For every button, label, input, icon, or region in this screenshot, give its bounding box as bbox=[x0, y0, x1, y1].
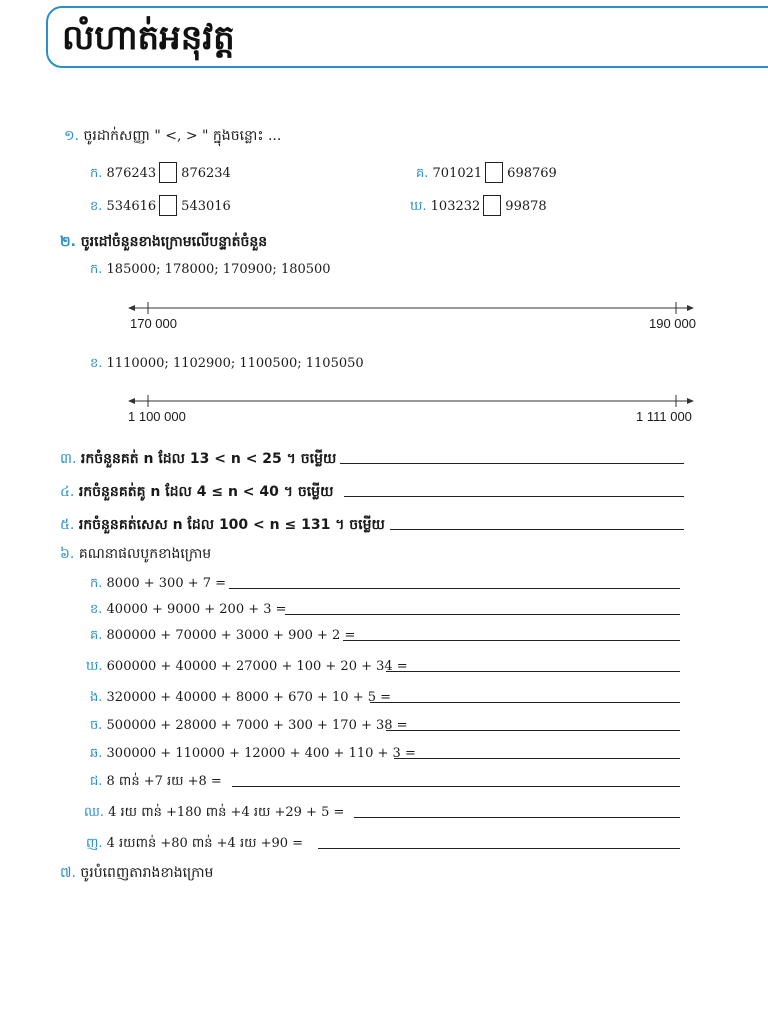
compare-item-b bbox=[90, 195, 231, 217]
sum-item bbox=[90, 574, 226, 594]
question-number: ៤. bbox=[60, 484, 75, 500]
answer-line[interactable] bbox=[386, 671, 680, 672]
answer-line[interactable] bbox=[285, 614, 680, 615]
sum-item bbox=[90, 688, 391, 708]
question-1 bbox=[64, 126, 281, 146]
values-list: 185000; 178000; 170900; 180500 bbox=[106, 262, 331, 277]
right-number: 876234 bbox=[181, 166, 231, 181]
right-arrow-icon bbox=[687, 305, 694, 311]
number-line-b bbox=[128, 393, 698, 409]
question-5 bbox=[60, 515, 385, 535]
sum-expression: 4 រយ ពាន់ +180 ពាន់ +4 រយ +29 + 5 = bbox=[108, 805, 345, 820]
item-label: ក. bbox=[90, 166, 103, 181]
right-number: 543016 bbox=[181, 199, 231, 214]
sum-item bbox=[90, 626, 355, 646]
question-text: រកចំនួនគត់សេស n ដែល 100 < n ≤ 131 ។ ចម្លើយ bbox=[78, 517, 385, 533]
left-number: 876243 bbox=[106, 166, 157, 181]
answer-box[interactable] bbox=[159, 195, 177, 216]
left-arrow-icon bbox=[128, 398, 135, 404]
question-text: ចូរបំពេញតារាងខាងក្រោម bbox=[80, 865, 214, 881]
question-text: រកចំនួនគត់ n ដែល 13 < n < 25 ។ ចម្លើយ bbox=[80, 451, 337, 467]
sum-expression: 320000 + 40000 + 8000 + 670 + 10 + 5 = bbox=[106, 690, 392, 705]
compare-item-c bbox=[416, 162, 557, 184]
question-text: រកចំនួនគត់គូ n ដែល 4 ≤ n < 40 ។ ចម្លើយ bbox=[78, 484, 334, 500]
answer-line[interactable] bbox=[343, 640, 680, 641]
answer-line[interactable] bbox=[229, 588, 680, 589]
answer-line[interactable] bbox=[370, 702, 680, 703]
item-label: ឃ. bbox=[410, 199, 427, 214]
question-text: ចូរដាក់សញ្ញា " <, > " ក្នុងចន្លោះ ... bbox=[83, 128, 282, 144]
numberline-b-values bbox=[90, 354, 364, 374]
answer-line[interactable] bbox=[340, 463, 684, 464]
question-text: ចូរដៅចំនួនខាងក្រោមលើបន្ទាត់ចំនួន bbox=[80, 234, 268, 250]
sum-expression: 600000 + 40000 + 27000 + 100 + 20 + 34 = bbox=[106, 659, 408, 674]
question-number: ៥. bbox=[60, 517, 75, 533]
question-7 bbox=[60, 863, 213, 883]
question-6 bbox=[60, 544, 211, 564]
answer-box[interactable] bbox=[483, 195, 501, 216]
item-label: ខ. bbox=[90, 602, 103, 617]
axis-end-label: 1 111 000 bbox=[636, 409, 692, 424]
question-number: ៦. bbox=[60, 546, 75, 562]
answer-line[interactable] bbox=[232, 786, 680, 787]
sum-item bbox=[86, 657, 408, 677]
sum-item bbox=[90, 600, 287, 620]
numberline-a-values bbox=[90, 260, 331, 280]
sum-item bbox=[90, 716, 408, 736]
compare-item-d bbox=[410, 195, 547, 217]
left-number: 701021 bbox=[432, 166, 483, 181]
number-line-a bbox=[128, 300, 698, 316]
sum-item bbox=[86, 834, 303, 854]
item-label: ក. bbox=[90, 576, 103, 591]
answer-box[interactable] bbox=[159, 162, 177, 183]
sum-expression: 8000 + 300 + 7 = bbox=[106, 576, 227, 591]
left-number: 534616 bbox=[106, 199, 157, 214]
right-number: 698769 bbox=[507, 166, 557, 181]
sum-item bbox=[84, 803, 344, 823]
answer-line[interactable] bbox=[394, 758, 680, 759]
item-label: ឆ. bbox=[90, 746, 103, 761]
question-number: ៣. bbox=[60, 451, 77, 467]
item-label: ឈ. bbox=[84, 805, 105, 820]
item-label: ខ. bbox=[90, 199, 103, 214]
question-number: ៧. bbox=[60, 865, 76, 881]
question-number: ១. bbox=[64, 128, 80, 144]
answer-line[interactable] bbox=[354, 817, 680, 818]
left-arrow-icon bbox=[128, 305, 135, 311]
answer-line[interactable] bbox=[318, 848, 680, 849]
sum-expression: 40000 + 9000 + 200 + 3 = bbox=[106, 602, 287, 617]
item-label: ខ. bbox=[90, 356, 103, 371]
sum-expression: 4 រយពាន់ +80 ពាន់ +4 រយ +90 = bbox=[106, 836, 304, 851]
question-number: ២. bbox=[60, 234, 76, 250]
values-list: 1110000; 1102900; 1100500; 1105050 bbox=[106, 356, 364, 371]
answer-box[interactable] bbox=[485, 162, 503, 183]
axis-start-label: 170 000 bbox=[130, 316, 177, 331]
sum-item bbox=[90, 744, 416, 764]
right-arrow-icon bbox=[687, 398, 694, 404]
question-4 bbox=[60, 482, 333, 502]
item-label: គ. bbox=[416, 166, 429, 181]
item-label: ឃ. bbox=[86, 659, 103, 674]
item-label: ង. bbox=[90, 690, 103, 705]
item-label: ក. bbox=[90, 262, 103, 277]
answer-line[interactable] bbox=[390, 529, 684, 530]
page-title: លំហាត់អនុវត្ត bbox=[62, 18, 235, 58]
question-text: គណនាផលបូកខាងក្រោម bbox=[78, 546, 212, 562]
question-3 bbox=[60, 449, 336, 469]
item-label: គ. bbox=[90, 628, 103, 643]
item-label: ញ. bbox=[86, 836, 103, 851]
compare-item-a bbox=[90, 162, 231, 184]
sum-expression: 500000 + 28000 + 7000 + 300 + 170 + 38 = bbox=[106, 718, 408, 733]
sum-expression: 800000 + 70000 + 3000 + 900 + 2 = bbox=[106, 628, 356, 643]
sum-expression: 300000 + 110000 + 12000 + 400 + 110 + 3 = bbox=[106, 746, 416, 761]
axis-start-label: 1 100 000 bbox=[128, 409, 186, 424]
right-number: 99878 bbox=[505, 199, 547, 214]
question-2 bbox=[60, 232, 267, 252]
answer-line[interactable] bbox=[344, 496, 684, 497]
sum-item bbox=[90, 772, 222, 792]
item-label: ជ. bbox=[90, 774, 103, 789]
answer-line[interactable] bbox=[386, 730, 680, 731]
item-label: ច. bbox=[90, 718, 103, 733]
axis-end-label: 190 000 bbox=[649, 316, 696, 331]
sum-expression: 8 ពាន់ +7 រយ +8 = bbox=[106, 774, 222, 789]
left-number: 103232 bbox=[430, 199, 481, 214]
